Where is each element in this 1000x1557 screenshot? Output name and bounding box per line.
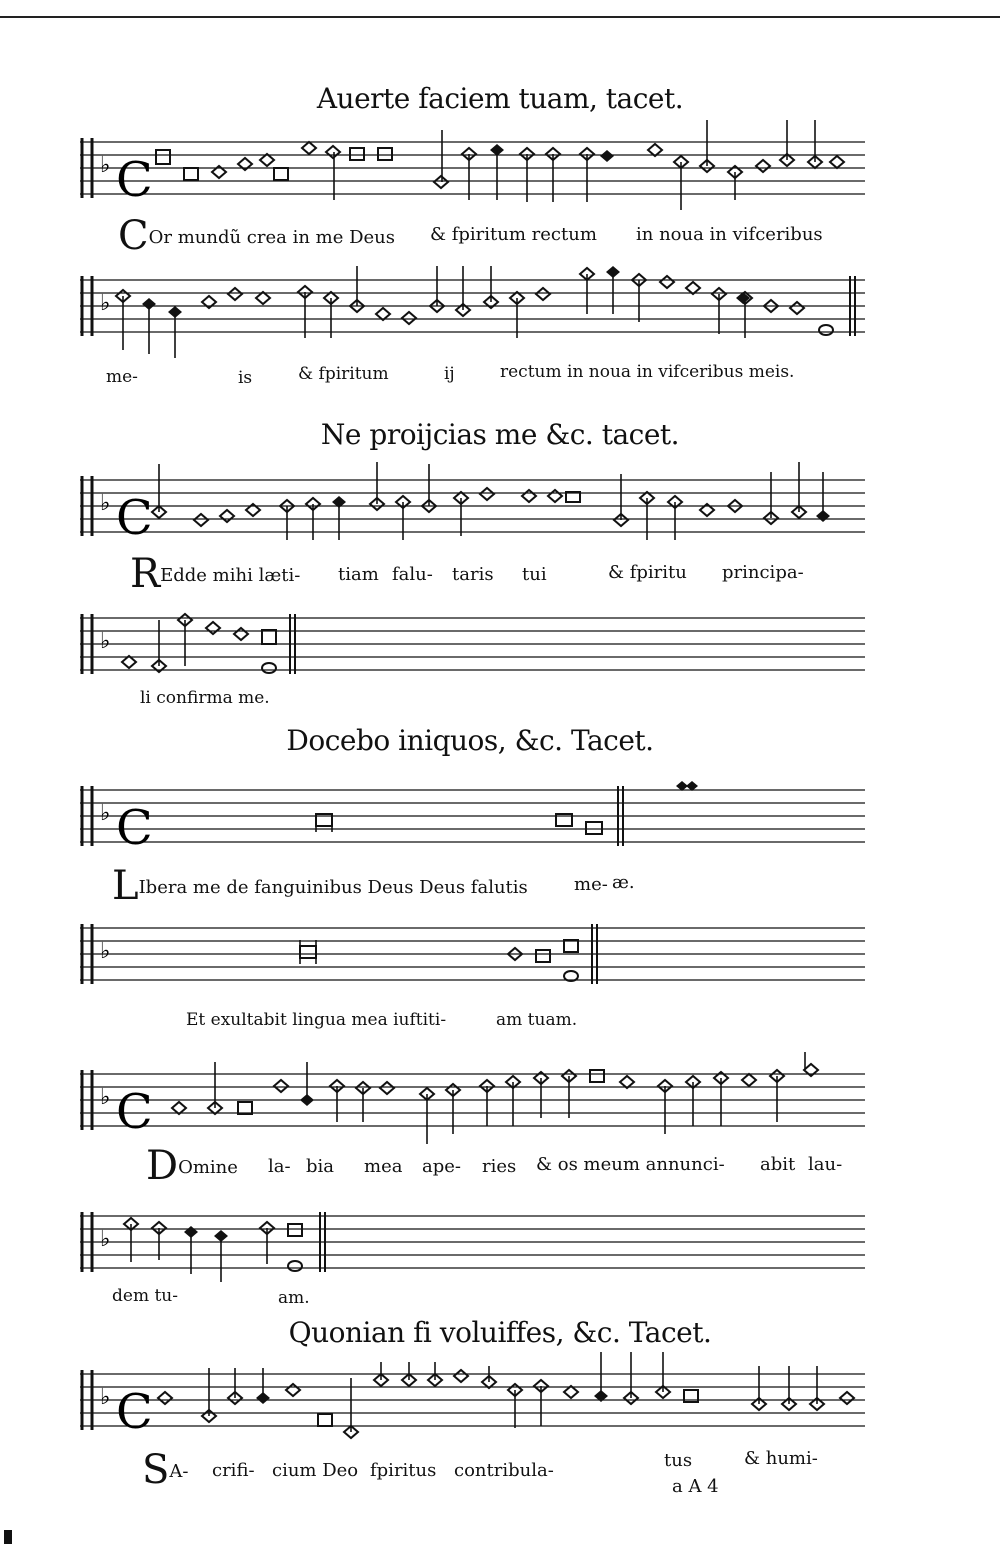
music-staff (80, 768, 865, 858)
lyric-line (142, 1447, 189, 1493)
music-staff (80, 120, 865, 210)
lyric-syllable: ries (482, 1156, 517, 1177)
music-staff (80, 1052, 865, 1152)
music-staff (80, 1194, 865, 1284)
lyric-syllable: & fpiritum (298, 364, 389, 384)
lyric-syllable: la- (268, 1156, 291, 1177)
svg-text:C: C (116, 1084, 153, 1140)
svg-text:♭: ♭ (100, 939, 111, 964)
lyric-syllable: rectum in noua in vifceribus meis. (500, 362, 795, 382)
section-heading: Quonian fi voluiffes, &c. Tacet. (288, 1316, 712, 1349)
lyric-syllable: & fpiritu (608, 562, 687, 583)
lyric-syllable: me- (106, 367, 138, 387)
lyric-syllable: tus (664, 1450, 693, 1471)
svg-text:C: C (116, 800, 153, 856)
page-mark (4, 1530, 12, 1544)
svg-text:C: C (116, 1384, 153, 1440)
lyric-syllable: am. (278, 1288, 310, 1308)
lyric-syllable: ij (444, 364, 455, 384)
music-staff (80, 1352, 865, 1442)
staff-lines (80, 1052, 865, 1152)
music-staff (80, 258, 865, 358)
lyric-syllable: Ibera me de fanguinibus Deus Deus falutis (138, 877, 528, 898)
lyric-syllable: falu- (392, 564, 433, 585)
staff-lines (80, 458, 865, 548)
svg-text:♭: ♭ (100, 491, 111, 516)
lyric-syllable: & humi- (744, 1448, 818, 1469)
lyric-syllable: in noua in vifceribus (636, 224, 823, 245)
staff-lines (80, 1352, 865, 1442)
lyric-syllable: me- (574, 874, 608, 895)
lyric-syllable: fpiritus (370, 1460, 437, 1481)
section-heading: Auerte faciem tuam, tacet. (316, 82, 684, 115)
section-heading: Docebo iniquos, &c. Tacet. (286, 724, 654, 757)
lyric-syllable: principa- (722, 562, 804, 583)
svg-text:♭: ♭ (100, 1085, 111, 1110)
lyric-syllable: taris (452, 564, 494, 585)
svg-text:♭: ♭ (100, 629, 111, 654)
lyric-syllable: is (238, 368, 253, 388)
section-heading: Ne proijcias me &c. tacet. (320, 418, 680, 451)
svg-text:♭: ♭ (100, 801, 111, 826)
svg-text:♭: ♭ (100, 1385, 111, 1410)
svg-text:♭: ♭ (100, 153, 111, 178)
staff-lines (80, 768, 865, 858)
svg-text:♭: ♭ (100, 291, 111, 316)
lyric-line (118, 213, 396, 259)
lyric-syllable: æ. (612, 872, 635, 893)
lyric-syllable: crifi- (212, 1460, 255, 1481)
lyric-syllable: ape- (422, 1156, 461, 1177)
svg-text:C: C (116, 490, 153, 546)
lyric-line (146, 1143, 238, 1189)
music-staff (80, 596, 865, 686)
drop-capital: D (146, 1143, 179, 1189)
staff-lines (80, 1194, 865, 1284)
lyric-syllable: Edde mihi læti- (160, 565, 301, 586)
lyric-syllable: mea (364, 1156, 403, 1177)
svg-text:♭: ♭ (100, 1227, 111, 1252)
lyric-syllable: contribula- (454, 1460, 554, 1481)
staff-lines (80, 906, 865, 996)
staff-lines (80, 258, 865, 358)
lyric-syllable: Et exultabit lingua mea iuftiti- (186, 1010, 447, 1030)
drop-capital: S (142, 1447, 170, 1493)
svg-text:C: C (116, 152, 153, 208)
lyric-line (130, 551, 301, 597)
drop-capital: C (118, 213, 149, 259)
lyric-syllable: Or mundũ crea in me Deus (148, 227, 396, 248)
lyric-syllable: a A 4 (672, 1476, 719, 1497)
drop-capital: L (112, 863, 139, 909)
lyric-syllable: abit (760, 1154, 796, 1175)
lyric-syllable: & fpiritum rectum (430, 224, 597, 245)
lyric-syllable: tiam (338, 564, 379, 585)
lyric-syllable: & os meum annunci- (536, 1154, 725, 1175)
lyric-syllable: bia (306, 1156, 335, 1177)
lyric-syllable: dem tu- (112, 1286, 178, 1306)
staff-lines (80, 120, 865, 210)
music-staff (80, 906, 865, 996)
lyric-syllable: am tuam. (496, 1010, 578, 1030)
lyric-syllable: cium Deo (272, 1460, 359, 1481)
lyric-syllable: lau- (808, 1154, 843, 1175)
music-staff (80, 458, 865, 548)
lyric-line (112, 863, 528, 909)
lyric-syllable: tui (522, 564, 547, 585)
lyric-syllable: li confirma me. (140, 688, 270, 708)
lyric-syllable: A- (169, 1461, 189, 1482)
page-top-rule (0, 16, 1000, 18)
drop-capital: R (130, 551, 161, 597)
lyric-syllable: Omine (178, 1157, 238, 1178)
staff-lines (80, 596, 865, 686)
